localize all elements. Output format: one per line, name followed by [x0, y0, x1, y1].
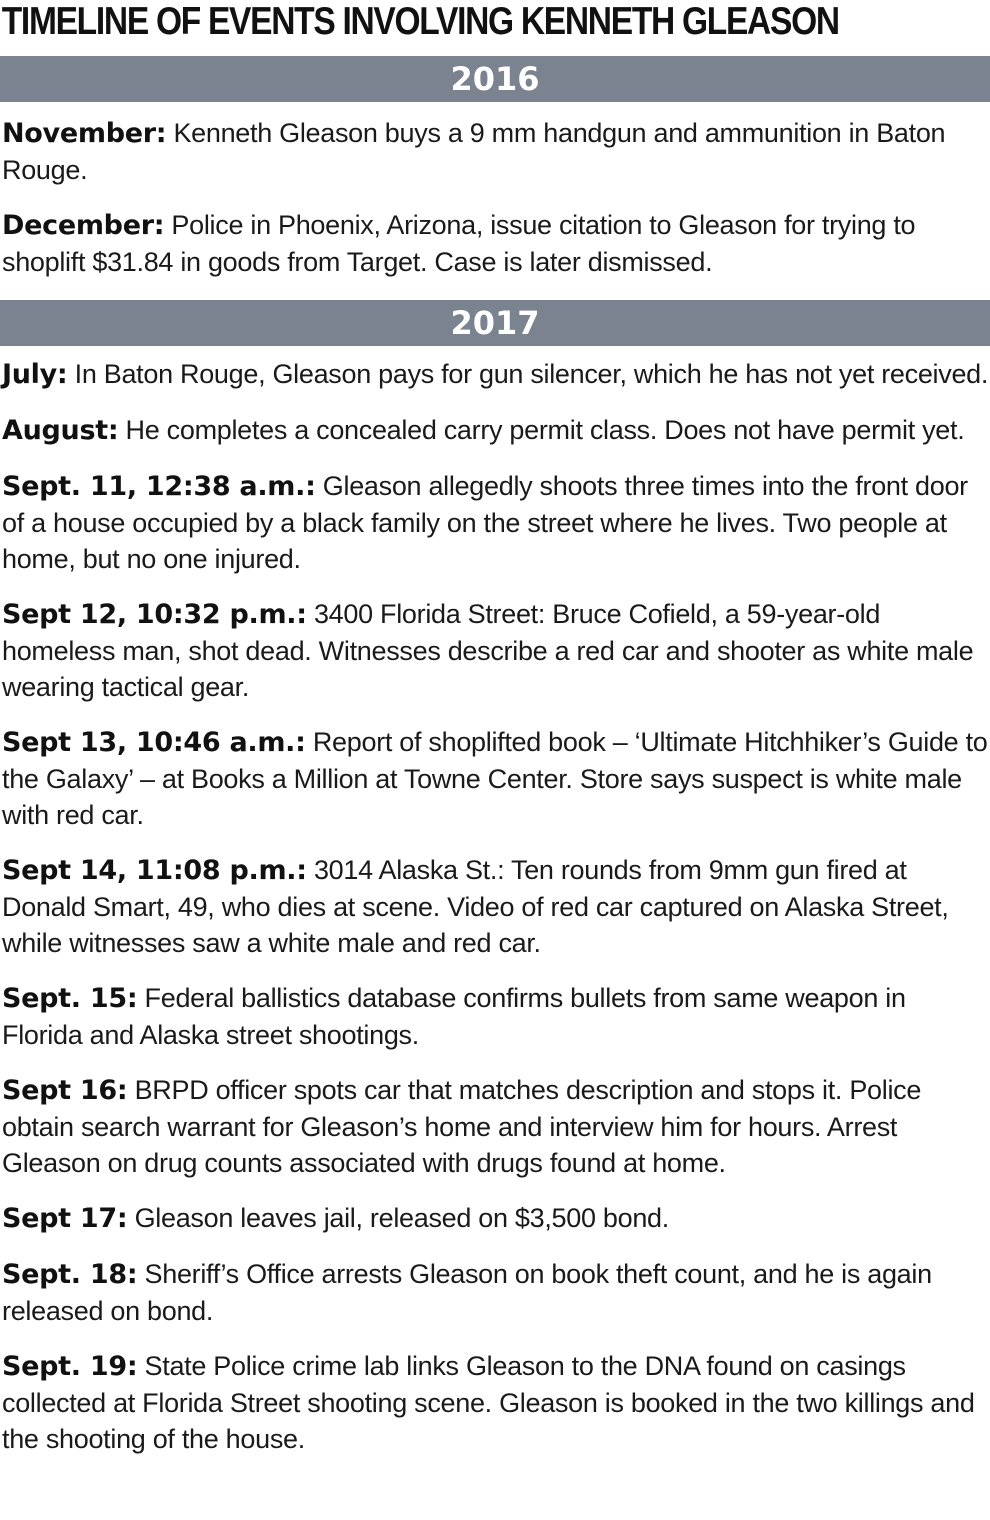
entry-date: Sept 14, 11:08 p.m.:: [2, 855, 307, 886]
entry-date: Sept. 19:: [2, 1351, 138, 1382]
timeline-entry: [2, 1256, 990, 1329]
entries-2017: [0, 346, 990, 1457]
timeline-entry: [2, 596, 990, 705]
timeline-entry: [2, 356, 990, 393]
timeline-entry: [2, 980, 990, 1053]
entry-text: BRPD officer spots car that matches description and stops it. Police obtain search warrant for Gleason’s home and interview him for hours. Arrest Gleason on drug counts associated with drugs found at home.: [2, 1075, 922, 1178]
timeline-entry: [2, 724, 990, 833]
entry-text: He completes a concealed carry permit class. Does not have permit yet.: [118, 415, 965, 445]
entry-text: In Baton Rouge, Gleason pays for gun silencer, which he has not yet received.: [67, 359, 989, 389]
entry-text: Kenneth Gleason buys a 9 mm handgun and ammunition in Baton Rouge.: [2, 118, 946, 185]
entry-date: December:: [2, 210, 165, 241]
timeline-entry: [2, 468, 990, 577]
entry-text: Report of shoplifted book – ‘Ultimate Hitchhiker’s Guide to the Galaxy’ – at Books a Million at Towne Center. Store says suspect is white male with red car.: [2, 727, 988, 830]
entry-date: August:: [2, 415, 119, 446]
entry-date: July:: [2, 359, 68, 390]
entry-date: Sept 17:: [2, 1203, 128, 1234]
timeline-entry: [2, 115, 990, 188]
entry-text: Federal ballistics database confirms bullets from same weapon in Florida and Alaska street shootings.: [2, 983, 906, 1050]
entry-date: Sept. 11, 12:38 a.m.:: [2, 471, 316, 502]
entry-date: November:: [2, 118, 167, 149]
entry-text: Gleason leaves jail, released on $3,500 bond.: [127, 1203, 669, 1233]
timeline-entry: [2, 1200, 990, 1237]
entry-date: Sept. 18:: [2, 1259, 138, 1290]
page-title: TIMELINE OF EVENTS INVOLVING KENNETH GLEASON: [1, 0, 839, 43]
year-header-2016: 2016: [0, 56, 990, 102]
entry-text: 3400 Florida Street: Bruce Cofield, a 59-year-old homeless man, shot dead. Witnesses describe a red car and shooter as white male wearing tactical gear.: [2, 599, 974, 702]
timeline-entry: [2, 852, 990, 961]
entry-text: State Police crime lab links Gleason to the DNA found on casings collected at Florida Street shooting scene. Gleason is booked in the two killings and the shooting of the house.: [2, 1351, 975, 1454]
entry-date: Sept. 15:: [2, 983, 138, 1014]
entry-date: Sept 13, 10:46 a.m.:: [2, 727, 306, 758]
entry-text: 3014 Alaska St.: Ten rounds from 9mm gun fired at Donald Smart, 49, who dies at scene. Video of red car captured on Alaska Street, while witnesses saw a white male and red car.: [2, 855, 949, 958]
entries-2016: [0, 102, 990, 280]
timeline-entry: [2, 207, 990, 280]
timeline-entry: [2, 1072, 990, 1181]
entry-text: Gleason allegedly shoots three times into the front door of a house occupied by a black family on the street where he lives. Two people at home, but no one injured.: [2, 471, 968, 574]
entry-date: Sept 16:: [2, 1075, 128, 1106]
entry-text: Police in Phoenix, Arizona, issue citation to Gleason for trying to shoplift $31.84 in goods from Target. Case is later dismissed.: [2, 210, 916, 277]
year-header-2017: 2017: [0, 300, 990, 346]
timeline-entry: [2, 1348, 990, 1457]
entry-text: Sheriff’s Office arrests Gleason on book theft count, and he is again released on bond.: [2, 1259, 932, 1326]
entry-date: Sept 12, 10:32 p.m.:: [2, 599, 307, 630]
timeline-entry: [2, 412, 990, 449]
